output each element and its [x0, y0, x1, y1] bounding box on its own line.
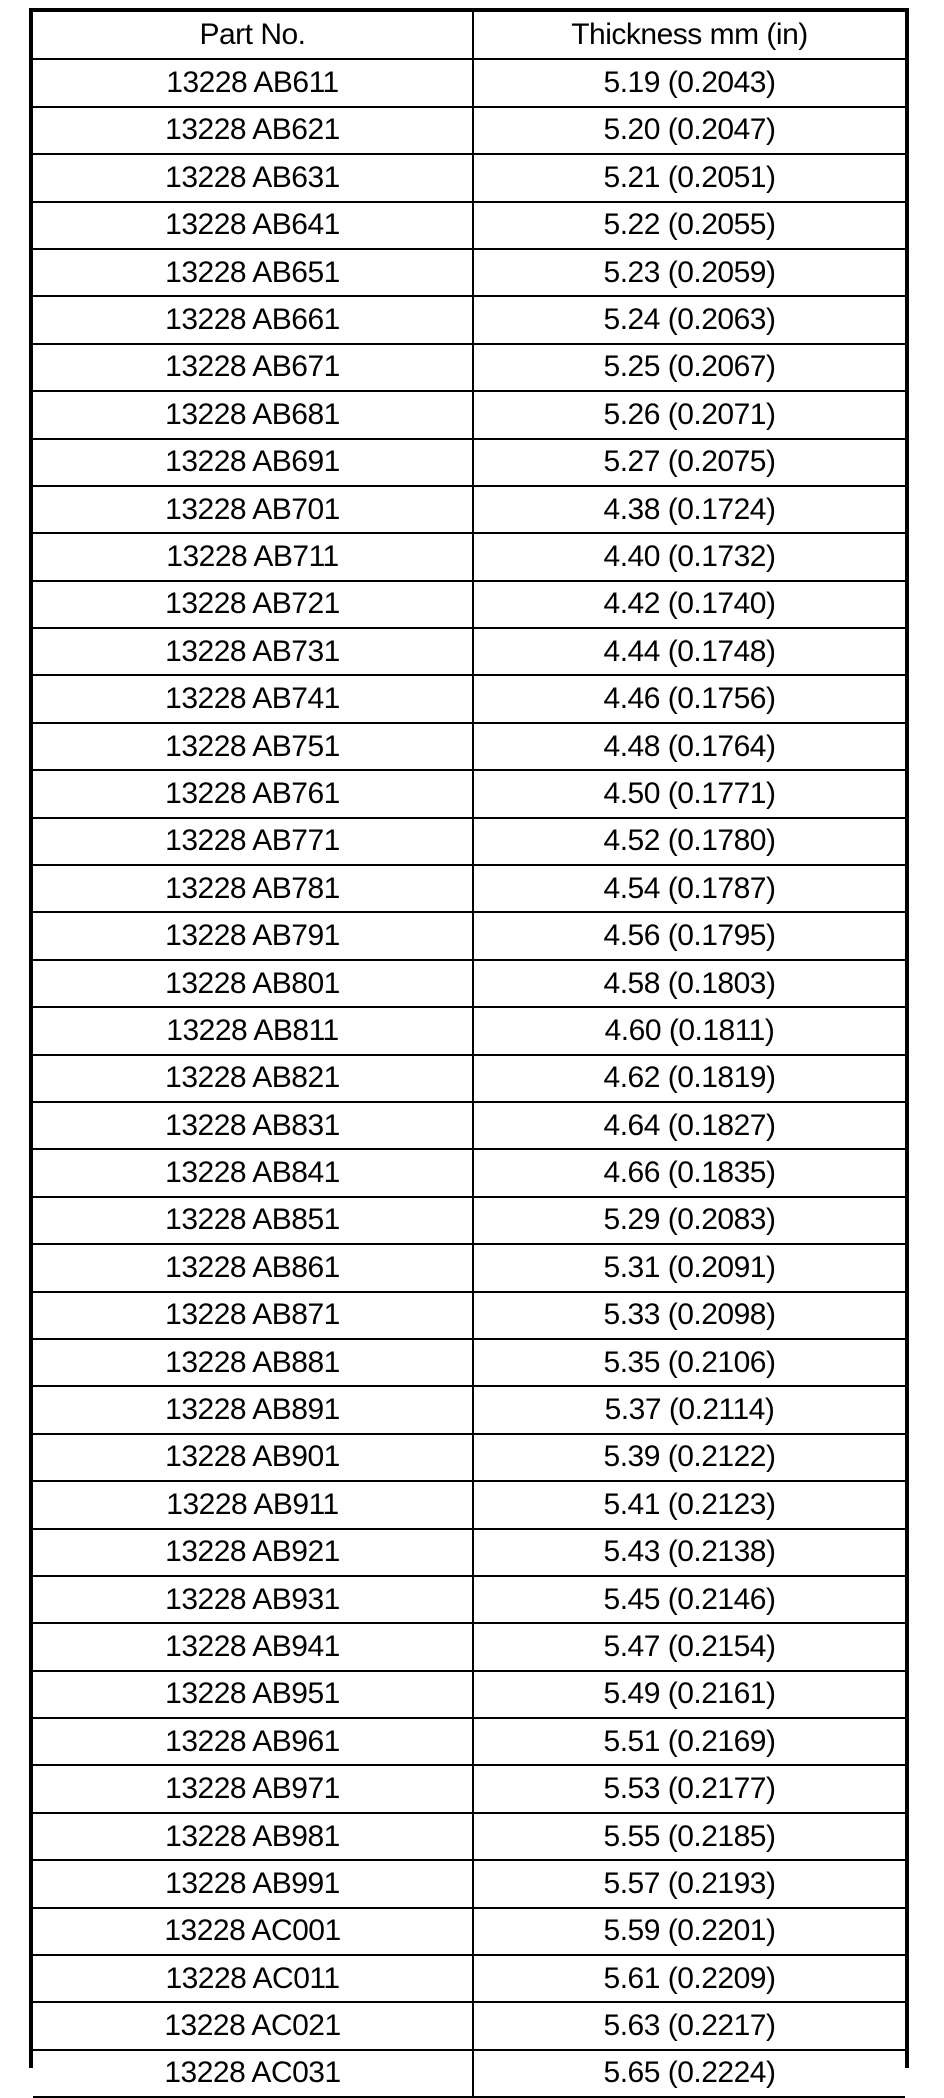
- thickness-cell: 4.46 (0.1756): [473, 675, 905, 722]
- table-row: [33, 1623, 905, 1670]
- table-row: [33, 1813, 905, 1860]
- table-row: [33, 2002, 905, 2049]
- thickness-cell: 5.39 (0.2122): [473, 1434, 905, 1481]
- thickness-cell: 5.63 (0.2217): [473, 2002, 905, 2049]
- part-number-cell: 13228 AB961: [33, 1718, 473, 1765]
- part-number-cell: 13228 AB621: [33, 107, 473, 154]
- part-number-cell: 13228 AB801: [33, 960, 473, 1007]
- thickness-cell: 5.26 (0.2071): [473, 391, 905, 438]
- table-row: [33, 391, 905, 438]
- part-number-cell: 13228 AB631: [33, 154, 473, 201]
- thickness-cell: 5.24 (0.2063): [473, 296, 905, 343]
- thickness-cell: 5.45 (0.2146): [473, 1576, 905, 1623]
- thickness-cell: 5.20 (0.2047): [473, 107, 905, 154]
- table-row: [33, 1908, 905, 1955]
- table-row: [33, 1149, 905, 1196]
- part-thickness-table: [33, 12, 905, 2098]
- thickness-table-frame: [29, 8, 909, 2090]
- thickness-cell: 5.21 (0.2051): [473, 154, 905, 201]
- table-row: [33, 1671, 905, 1718]
- part-number-cell: 13228 AB821: [33, 1055, 473, 1102]
- thickness-cell: 4.54 (0.1787): [473, 865, 905, 912]
- table-row: [33, 59, 905, 106]
- table-row: [33, 344, 905, 391]
- part-number-cell: 13228 AB901: [33, 1434, 473, 1481]
- thickness-cell: 4.48 (0.1764): [473, 723, 905, 770]
- part-number-cell: 13228 AB791: [33, 912, 473, 959]
- table-row: [33, 1102, 905, 1149]
- table-row: [33, 865, 905, 912]
- thickness-cell: 5.43 (0.2138): [473, 1529, 905, 1576]
- table-row: [33, 1860, 905, 1907]
- part-number-cell: 13228 AB741: [33, 675, 473, 722]
- part-number-cell: 13228 AB721: [33, 581, 473, 628]
- part-number-cell: 13228 AB711: [33, 533, 473, 580]
- header-thickness: Thickness mm (in): [473, 12, 905, 59]
- thickness-cell: 5.57 (0.2193): [473, 1860, 905, 1907]
- thickness-cell: 5.37 (0.2114): [473, 1386, 905, 1433]
- part-number-cell: 13228 AB811: [33, 1007, 473, 1054]
- table-row: [33, 912, 905, 959]
- table-row: [33, 1481, 905, 1528]
- part-number-cell: 13228 AB701: [33, 486, 473, 533]
- part-number-cell: 13228 AB911: [33, 1481, 473, 1528]
- thickness-cell: 4.64 (0.1827): [473, 1102, 905, 1149]
- table-row: [33, 107, 905, 154]
- part-number-cell: 13228 AB651: [33, 249, 473, 296]
- part-number-cell: 13228 AB941: [33, 1623, 473, 1670]
- part-number-cell: 13228 AB691: [33, 439, 473, 486]
- part-number-cell: 13228 AB951: [33, 1671, 473, 1718]
- thickness-cell: 5.61 (0.2209): [473, 1955, 905, 2002]
- part-number-cell: 13228 AB861: [33, 1244, 473, 1291]
- part-number-cell: 13228 AB641: [33, 202, 473, 249]
- thickness-cell: 5.22 (0.2055): [473, 202, 905, 249]
- table-row: [33, 486, 905, 533]
- thickness-cell: 5.55 (0.2185): [473, 1813, 905, 1860]
- thickness-cell: 5.49 (0.2161): [473, 1671, 905, 1718]
- thickness-cell: 4.60 (0.1811): [473, 1007, 905, 1054]
- part-number-cell: 13228 AB751: [33, 723, 473, 770]
- thickness-cell: 4.50 (0.1771): [473, 770, 905, 817]
- table-row: [33, 1055, 905, 1102]
- thickness-cell: 5.35 (0.2106): [473, 1339, 905, 1386]
- thickness-cell: 5.23 (0.2059): [473, 249, 905, 296]
- thickness-cell: 5.31 (0.2091): [473, 1244, 905, 1291]
- part-number-cell: 13228 AB871: [33, 1292, 473, 1339]
- part-number-cell: 13228 AC011: [33, 1955, 473, 2002]
- thickness-cell: 4.38 (0.1724): [473, 486, 905, 533]
- table-row: [33, 1007, 905, 1054]
- part-number-cell: 13228 AB611: [33, 59, 473, 106]
- thickness-cell: 5.53 (0.2177): [473, 1765, 905, 1812]
- thickness-cell: 4.58 (0.1803): [473, 960, 905, 1007]
- part-number-cell: 13228 AB781: [33, 865, 473, 912]
- part-number-cell: 13228 AB931: [33, 1576, 473, 1623]
- thickness-cell: 4.62 (0.1819): [473, 1055, 905, 1102]
- table-row: [33, 202, 905, 249]
- part-number-cell: 13228 AB881: [33, 1339, 473, 1386]
- thickness-cell: 5.41 (0.2123): [473, 1481, 905, 1528]
- thickness-cell: 5.59 (0.2201): [473, 1908, 905, 1955]
- table-row: [33, 770, 905, 817]
- thickness-cell: 5.27 (0.2075): [473, 439, 905, 486]
- table-row: [33, 1244, 905, 1291]
- table-row: [33, 818, 905, 865]
- table-row: [33, 1434, 905, 1481]
- table-row: [33, 1529, 905, 1576]
- part-number-cell: 13228 AB731: [33, 628, 473, 675]
- thickness-cell: 5.29 (0.2083): [473, 1197, 905, 1244]
- table-row: [33, 1339, 905, 1386]
- part-number-cell: 13228 AB981: [33, 1813, 473, 1860]
- table-row: [33, 723, 905, 770]
- thickness-cell: 5.51 (0.2169): [473, 1718, 905, 1765]
- thickness-cell: 4.42 (0.1740): [473, 581, 905, 628]
- thickness-cell: 5.47 (0.2154): [473, 1623, 905, 1670]
- thickness-cell: 5.19 (0.2043): [473, 59, 905, 106]
- thickness-cell: 5.25 (0.2067): [473, 344, 905, 391]
- part-number-cell: 13228 AB831: [33, 1102, 473, 1149]
- table-row: [33, 533, 905, 580]
- thickness-cell: 4.44 (0.1748): [473, 628, 905, 675]
- table-row: [33, 1386, 905, 1433]
- thickness-cell: 5.33 (0.2098): [473, 1292, 905, 1339]
- table-row: [33, 1955, 905, 2002]
- part-number-cell: 13228 AC001: [33, 1908, 473, 1955]
- part-number-cell: 13228 AB991: [33, 1860, 473, 1907]
- part-number-cell: 13228 AB661: [33, 296, 473, 343]
- part-number-cell: 13228 AB891: [33, 1386, 473, 1433]
- table-row: [33, 2050, 905, 2097]
- table-row: [33, 154, 905, 201]
- thickness-cell: 4.40 (0.1732): [473, 533, 905, 580]
- table-row: [33, 581, 905, 628]
- header-part-no: Part No.: [33, 12, 473, 59]
- thickness-cell: 4.56 (0.1795): [473, 912, 905, 959]
- part-number-cell: 13228 AB921: [33, 1529, 473, 1576]
- table-row: [33, 675, 905, 722]
- table-row: [33, 960, 905, 1007]
- table-row: [33, 1292, 905, 1339]
- table-body: [33, 59, 905, 2097]
- table-row: [33, 1718, 905, 1765]
- part-number-cell: 13228 AB761: [33, 770, 473, 817]
- part-number-cell: 13228 AB971: [33, 1765, 473, 1812]
- table-row: [33, 628, 905, 675]
- part-number-cell: 13228 AB771: [33, 818, 473, 865]
- part-number-cell: 13228 AB851: [33, 1197, 473, 1244]
- table-header-row: [33, 12, 905, 59]
- table-row: [33, 296, 905, 343]
- table-row: [33, 1197, 905, 1244]
- part-number-cell: 13228 AB681: [33, 391, 473, 438]
- thickness-cell: 4.66 (0.1835): [473, 1149, 905, 1196]
- thickness-cell: 4.52 (0.1780): [473, 818, 905, 865]
- table-row: [33, 1765, 905, 1812]
- table-row: [33, 249, 905, 296]
- thickness-cell: 5.65 (0.2224): [473, 2050, 905, 2097]
- table-row: [33, 1576, 905, 1623]
- part-number-cell: 13228 AC021: [33, 2002, 473, 2049]
- table-row: [33, 439, 905, 486]
- part-number-cell: 13228 AB841: [33, 1149, 473, 1196]
- part-number-cell: 13228 AB671: [33, 344, 473, 391]
- part-number-cell: 13228 AC031: [33, 2050, 473, 2097]
